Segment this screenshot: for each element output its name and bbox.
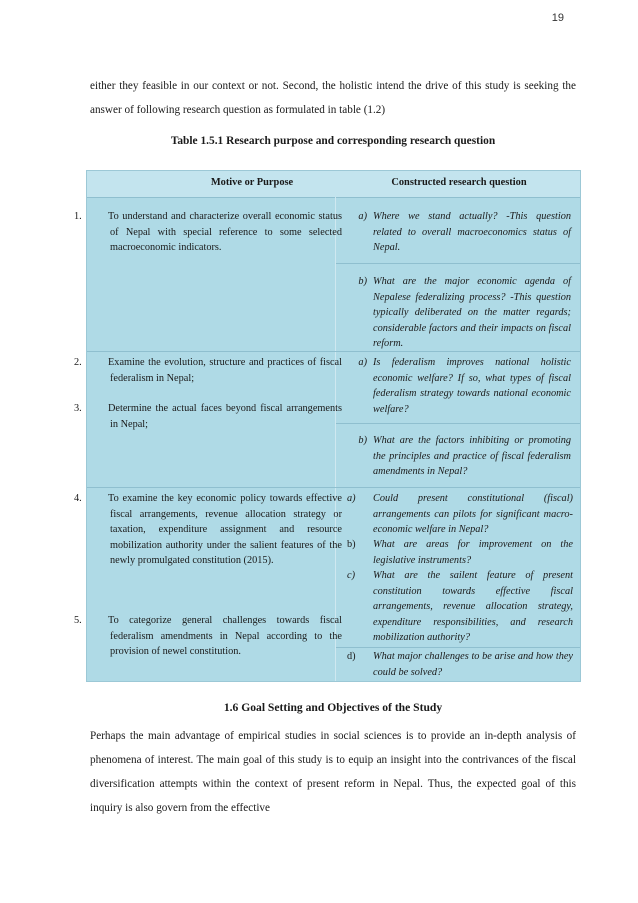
question-text: Is federalism improves national holistic economic welfare? If so, what types of fiscal federalism strategy towards national economic welfare? [373, 357, 571, 415]
question-3d [347, 649, 575, 680]
header-question: Constructed research question [391, 177, 527, 188]
sub-row-divider [336, 263, 580, 264]
question-text: What are the major economic agenda of Nepalese federalizing process? -This question typically deliberated on the matter regards; considerable factors and their impacts on fiscal reform. [373, 276, 571, 349]
purpose-number: 3. [74, 403, 82, 414]
question-text: What are areas for improvement on the legislative instruments? [373, 539, 573, 566]
research-table [74, 170, 581, 682]
purpose-text: To categorize general challenges towards fiscal federalism amendments in Nepal according to the provision of newel constitution. [108, 615, 342, 657]
sub-row-divider [336, 423, 580, 424]
question-letter: a) [358, 211, 367, 222]
purpose-1 [74, 209, 342, 256]
purpose-number: 4. [74, 493, 82, 504]
question-text: What are the sailent feature of present constitution towards effective fiscal arrangements, revenue allocation strategy, expenditure responsibilities, and research mobilization authority? [373, 570, 573, 643]
question-2a [347, 355, 575, 417]
purpose-2 [74, 355, 342, 386]
purpose-text: Examine the evolution, structure and practices of fiscal federalism in Nepal; [108, 357, 342, 384]
purpose-number: 2. [74, 357, 82, 368]
intro-paragraph: either they feasible in our context or not. Second, the holistic intend the drive of this study is seeking the answer of following research question as formulated in table (1.2) [90, 80, 576, 116]
column-divider [335, 197, 336, 681]
purpose-number: 5. [74, 615, 82, 626]
question-3a [347, 491, 575, 538]
row-divider [87, 351, 580, 352]
question-letter: c) [347, 570, 355, 581]
table-caption: Table 1.5.1 Research purpose and corresponding research question [170, 135, 496, 147]
row-divider [87, 487, 580, 488]
purpose-number: 1. [74, 211, 82, 222]
question-3b [347, 537, 575, 568]
sub-row-divider [336, 647, 580, 648]
question-1a [347, 209, 575, 256]
question-3c [347, 568, 575, 646]
header-motive: Motive or Purpose [210, 177, 294, 188]
purpose-text: To examine the key economic policy towards effective fiscal arrangements, revenue allocation strategy or taxation, expenditure assignment and resource mobilization authority under the salient features of the newly promulgated constitution (2015). [108, 493, 342, 566]
purpose-4 [74, 491, 342, 569]
section-heading: 1.6 Goal Setting and Objectives of the Study [223, 701, 443, 714]
question-1b [347, 274, 575, 352]
question-letter: b) [347, 539, 356, 550]
question-text: What are the factors inhibiting or promoting the principles and practice of fiscal federalism amendments in Nepal? [373, 435, 571, 477]
question-text: What major challenges to be arise and how they could be solved? [373, 651, 573, 678]
purpose-3 [74, 401, 342, 432]
purpose-text: To understand and characterize overall economic status of Nepal with special reference to some selected macroeconomic indicators. [108, 211, 342, 253]
question-letter: b) [358, 276, 367, 287]
question-letter: d) [347, 651, 356, 662]
body-paragraph: Perhaps the main advantage of empirical studies in social sciences is to provide an in-depth analysis of phenomena of interest. The main goal of this study is to equip an insight into the contrivances of the fiscal diversification attempts within the context of present reform in Nepal. Thus, the expected goal of this inquiry is also govern from the effective [90, 730, 576, 814]
question-text: Could present constitutional (fiscal) arrangements can pilots for significant macro-economic welfare in Nepal? [373, 493, 573, 535]
question-letter: b) [358, 435, 367, 446]
question-2b [347, 433, 575, 480]
table-header-row [87, 171, 580, 198]
purpose-5 [74, 613, 342, 660]
question-text: Where we stand actually? -This question related to overall macroeconomics status of Nepal. [373, 211, 571, 253]
page-number: 19 [551, 12, 564, 24]
purpose-text: Determine the actual faces beyond fiscal arrangements in Nepal; [108, 403, 342, 430]
question-letter: a) [358, 357, 367, 368]
question-letter: a) [347, 493, 356, 504]
